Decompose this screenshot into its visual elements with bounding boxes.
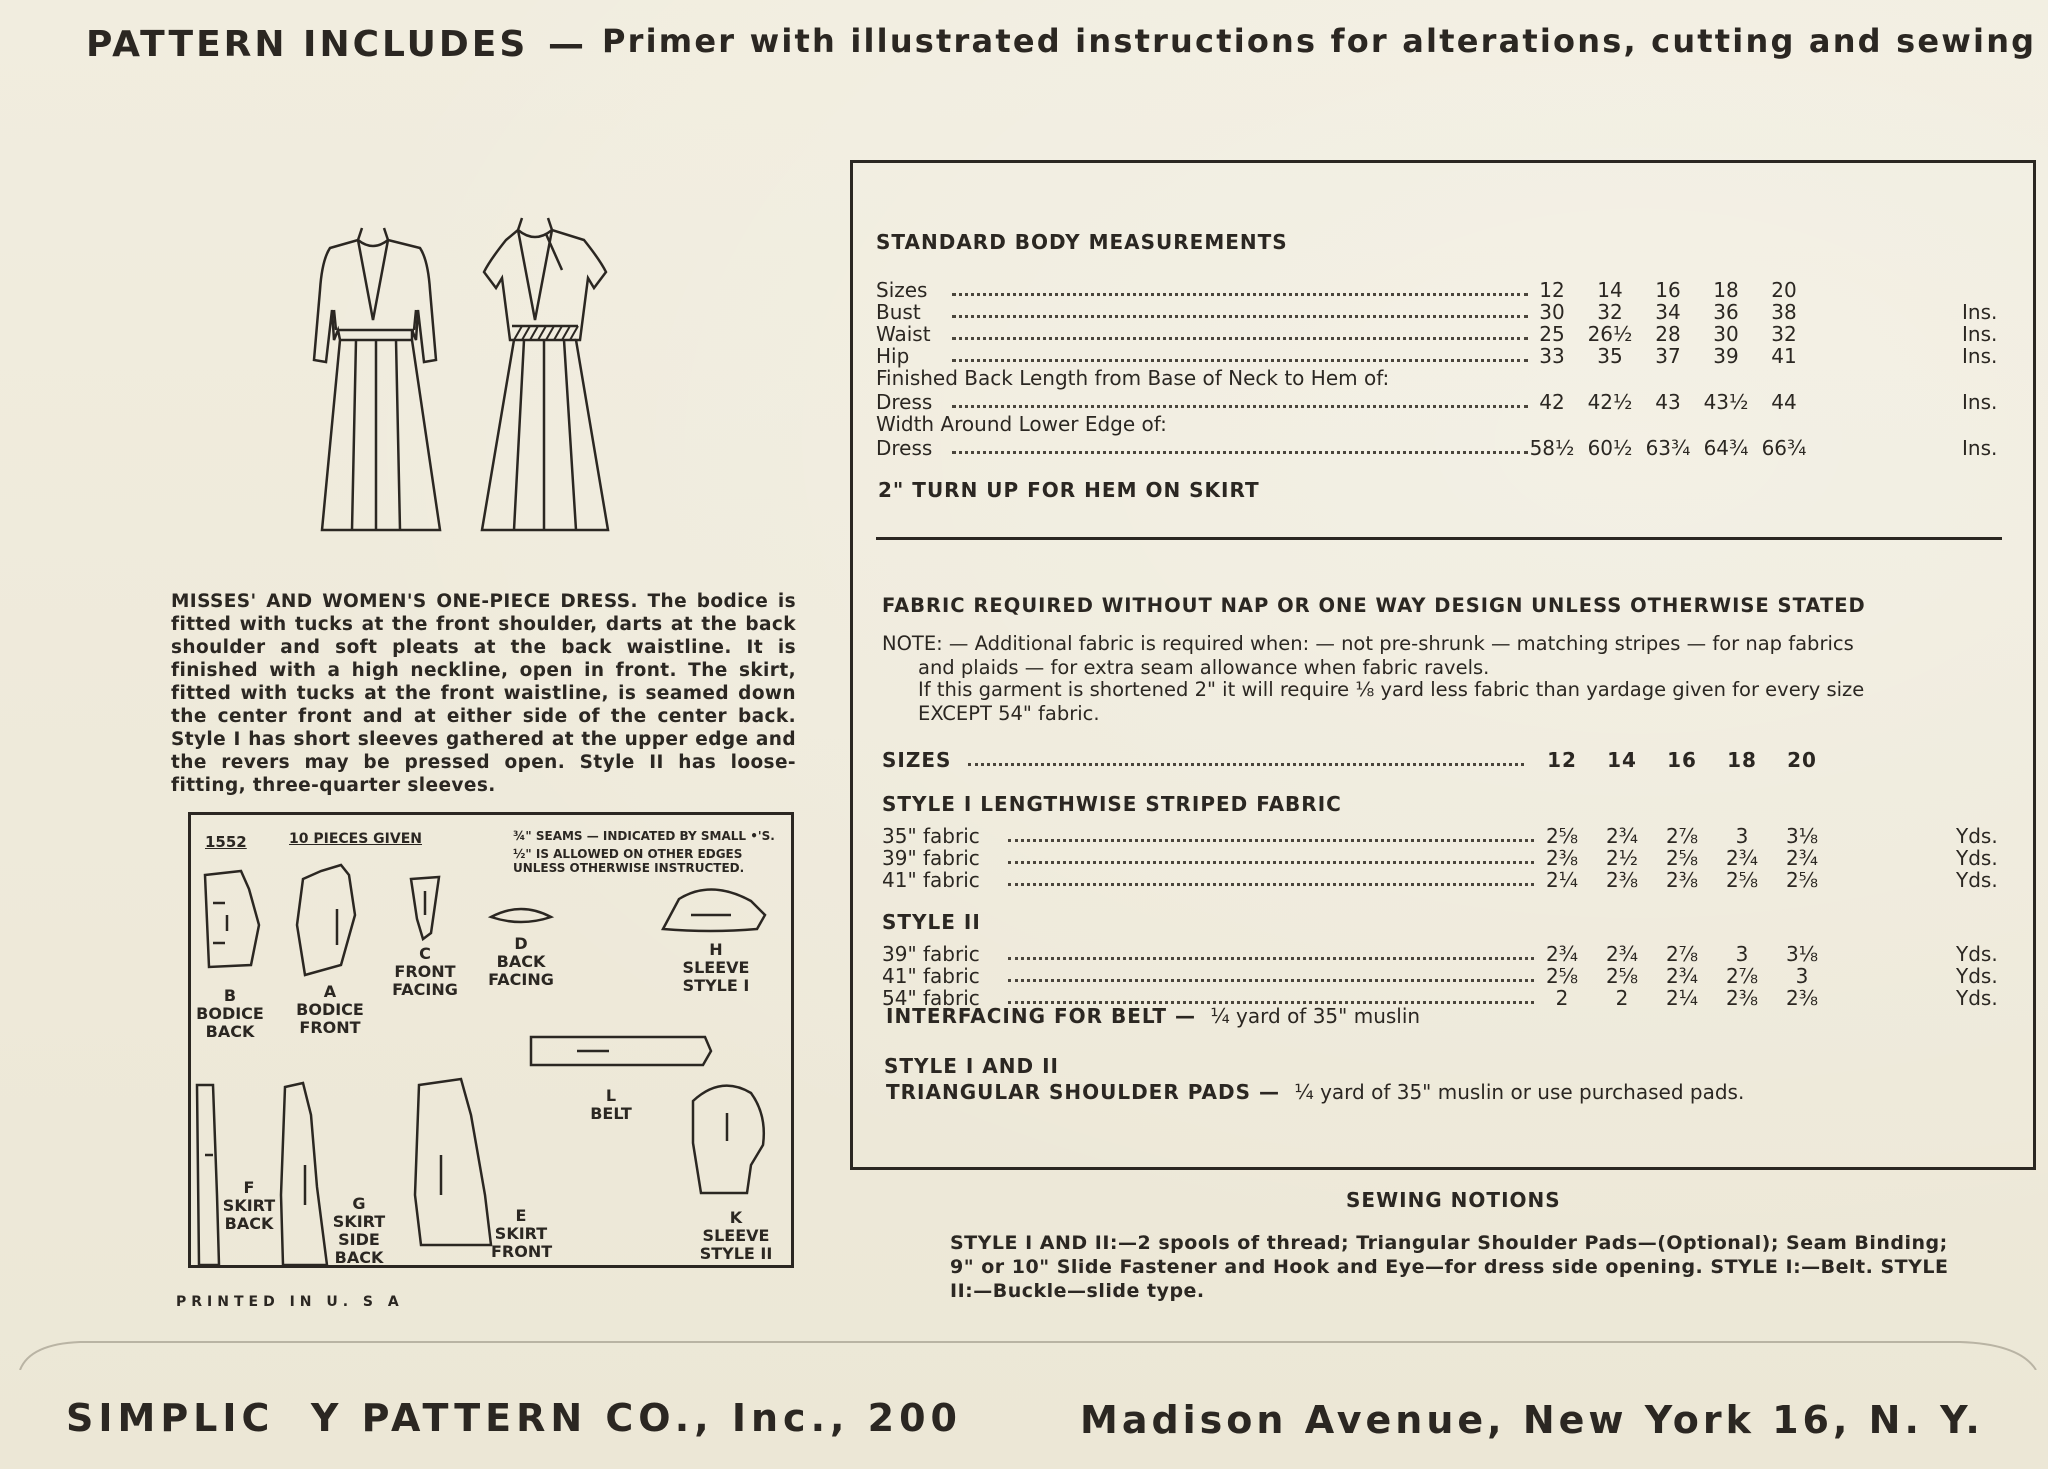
notions-title: SEWING NOTIONS — [1346, 1188, 1561, 1212]
fabric-note-3: If this garment is shortened 2" it will require ⅛ yard less fabric than yardage given for every size — [918, 678, 1865, 701]
measure-row-back-length: Dress 42 42½ 43 43½ 44 Ins. — [876, 390, 1998, 414]
measure-row-waist: Waist 25 26½ 28 30 32 Ins. — [876, 322, 1998, 346]
hem-note: 2" TURN UP FOR HEM ON SKIRT — [878, 478, 1260, 502]
piece-label-l: L BELT — [590, 1086, 632, 1123]
footer-address: Madison Avenue, New York 16, N. Y. — [1080, 1398, 1984, 1442]
style1-row-41: 41" fabric 2¼ 2⅜ 2⅜ 2⅝ 2⅝ Yds. — [882, 868, 1998, 892]
style1-row-35: 35" fabric 2⅝ 2¾ 2⅞ 3 3⅛ Yds. — [882, 824, 1998, 848]
pattern-number: 1552 — [205, 833, 247, 851]
measure-row-hip: Hip 33 35 37 39 41 Ins. — [876, 344, 1998, 368]
header-dash: — — [548, 24, 587, 65]
allowance-note-2: UNLESS OTHERWISE INSTRUCTED. — [513, 861, 745, 875]
style1-row-39: 39" fabric 2⅜ 2½ 2⅝ 2¾ 2¾ Yds. — [882, 846, 1998, 870]
style1-title: STYLE I LENGTHWISE STRIPED FABRIC — [882, 792, 1342, 816]
pattern-pieces-diagram — [191, 815, 791, 1265]
interfacing-line — [886, 1004, 1420, 1028]
piece-label-d: D BACK FACING — [488, 934, 554, 989]
piece-label-e: E SKIRT FRONT — [491, 1206, 553, 1261]
style2-row-39: 39" fabric 2¾ 2¾ 2⅞ 3 3⅛ Yds. — [882, 942, 1998, 966]
section-divider — [876, 537, 2002, 540]
interfacing-label: INTERFACING FOR BELT — — [886, 1004, 1196, 1028]
dress-illustration — [300, 210, 660, 540]
notions-line-1: STYLE I AND II:—2 spools of thread; Triangular Shoulder Pads—(Optional); Seam Binding; — [950, 1232, 1948, 1254]
back-length-label: Finished Back Length from Base of Neck to Hem of: — [876, 366, 1390, 390]
footer-company: SIMPLIC Y PATTERN CO., Inc., 200 — [66, 1396, 962, 1440]
footer-fold-line — [0, 1330, 2048, 1370]
style2-title: STYLE II — [882, 910, 981, 934]
piece-label-a: A BODICE FRONT — [296, 982, 364, 1037]
measure-row-bust: Bust 30 32 34 36 38 Ins. — [876, 300, 1998, 324]
header-subtitle: Primer with illustrated instructions for alterations, cutting and sewing — [602, 22, 2037, 60]
measure-row-sizes: Sizes 12 14 16 18 20 — [876, 278, 1797, 302]
measurements-title: STANDARD BODY MEASUREMENTS — [876, 230, 1288, 254]
notions-line-2: 9" or 10" Slide Fastener and Hook and Eye—for dress side opening. STYLE I:—Belt. STYLE — [950, 1256, 1949, 1278]
measure-row-width: Dress 58½ 60½ 63¾ 64¾ 66¾ Ins. — [876, 436, 1998, 460]
pads-label: TRIANGULAR SHOULDER PADS — — [886, 1080, 1280, 1104]
pads-value: ¼ yard of 35" muslin or use purchased pads. — [1294, 1080, 1745, 1104]
pieces-count: 10 PIECES GIVEN — [289, 831, 422, 847]
piece-label-f: F SKIRT BACK — [222, 1178, 276, 1233]
piece-label-b: B BODICE BACK — [196, 986, 264, 1041]
style12-title: STYLE I AND II — [884, 1054, 1059, 1078]
fabric-note-1: NOTE: — Additional fabric is required when: — not pre-shrunk — matching stripes — for nap fabrics — [882, 632, 1854, 655]
style2-row-54: 54" fabric 2 2 2¼ 2⅜ 2⅜ Yds. — [882, 986, 1998, 1010]
interfacing-value: ¼ yard of 35" muslin — [1210, 1004, 1421, 1028]
piece-label-c: C FRONT FACING — [392, 944, 458, 999]
fabric-sizes-row: SIZES 12 14 16 18 20 — [882, 748, 1817, 772]
pattern-pieces-box — [188, 812, 794, 1268]
fabric-note-2: and plaids — for extra seam allowance when fabric ravels. — [918, 656, 1490, 679]
notions-line-3: II:—Buckle—slide type. — [950, 1280, 1205, 1302]
piece-label-h: H SLEEVE STYLE I — [682, 940, 750, 995]
fabric-note-4: EXCEPT 54" fabric. — [918, 702, 1100, 725]
pads-line — [886, 1080, 1744, 1104]
allowance-note-1: ½" IS ALLOWED ON OTHER EDGES — [513, 847, 743, 861]
printed-in-usa: PRINTED IN U. S A — [176, 1294, 404, 1310]
style2-row-41: 41" fabric 2⅝ 2⅝ 2¾ 2⅞ 3 Yds. — [882, 964, 1998, 988]
fabric-title: FABRIC REQUIRED WITHOUT NAP OR ONE WAY DESIGN UNLESS OTHERWISE STATED — [882, 594, 1866, 617]
width-label: Width Around Lower Edge of: — [876, 412, 1167, 436]
piece-label-g: G SKIRT SIDE BACK — [332, 1194, 386, 1267]
dress-description: MISSES' AND WOMEN'S ONE-PIECE DRESS. The bodice is fitted with tucks at the front shoulder, darts at the back shoulder and soft pleats at the back waistline. It is finished with a high neckline, open in front. The skirt, fitted with tucks at the front waistline, is seamed down the center front and at either side of the center back. Style I has short sleeves gathered at the upper edge and the revers may be pressed open. Style II has loose-fitting, three-quarter sleeves. — [171, 591, 796, 796]
piece-label-k: K SLEEVE STYLE II — [699, 1208, 773, 1263]
header-title: PATTERN INCLUDES — [86, 24, 529, 65]
seams-note: ¾" SEAMS — INDICATED BY SMALL •'S. — [513, 829, 775, 843]
